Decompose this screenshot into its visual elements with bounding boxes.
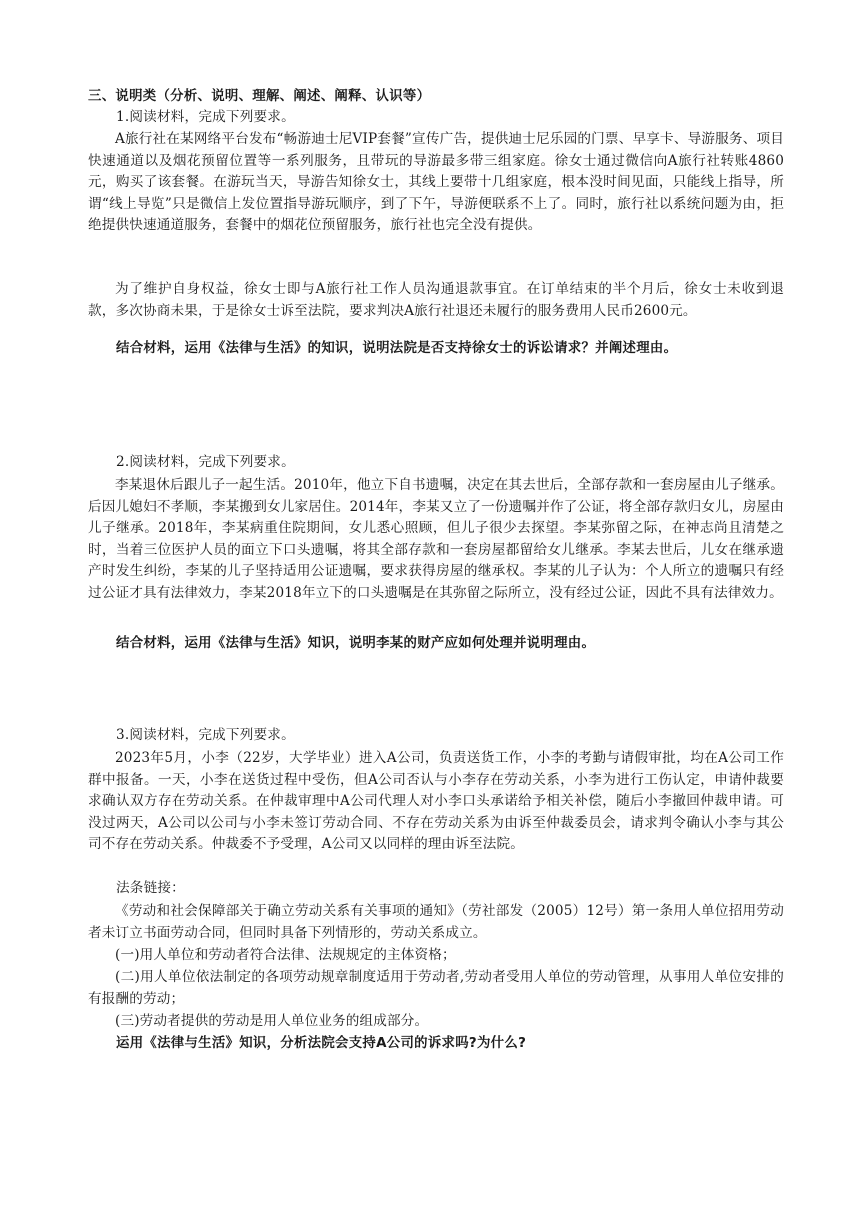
q2-paragraph-1: 李某退休后跟儿子一起生活。2010年，他立下自书遗嘱，决定在其去世后，全部存款和一套房屋由儿子继承。后因儿媳妇不孝顺，李某搬到女儿家居住。2014年，李某又立了一份遗嘱并作了公证，将全部存款归女儿，房屋由儿子继承。2018年，李某病重住院期间，女儿悉心照顾，但儿子很少去探望。李某弥留之际，在神志尚且清楚之时，当着三位医护人员的面立下口头遗嘱，将其全部存款和一套房屋都留给女儿继承。李某去世后，儿女在继承遗产时发生纠纷，李某的儿子坚持适用公证遗嘱，要求获得房屋的继承权。李某的儿子认为：个人所立的遗嘱只有经过公证才具有法律效力，李某2018年立下的口头遗嘱是在其弥留之际所立，没有经过公证，因此不具有法律效力。	[88, 477, 784, 601]
q3-law-text: 《劳动和社会保障部关于确立劳动关系有关事项的通知》（劳社部发（2005）12号）第一条用人单位招用劳动者未订立书面劳动合同，但同时具备下列情形的，劳动关系成立。	[88, 903, 784, 941]
q3-paragraph-1: 2023年5月，小李（22岁，大学毕业）进入A公司，负责送货工作，小李的考勤与请假审批，均在A公司工作群中报备。一天，小李在送货过程中受伤，但A公司否认与小李存在劳动关系，小李为进行工伤认定，申请仲裁要求确认双方存在劳动关系。在仲裁审理中A公司代理人对小李口头承诺给予相关补偿，随后小李撤回仲裁申请。可没过两天，A公司以公司与小李未签订劳动合同、不存在劳动关系为由诉至仲裁委员会，请求判令确认小李与其公司不存在劳动关系。仲裁委不予受理，A公司又以同样的理由诉至法院。	[88, 750, 784, 852]
q1-question: 结合材料，运用《法律与生活》的知识，说明法院是否支持徐女士的诉讼请求？并阐述理由。	[116, 341, 678, 356]
q2-question: 结合材料，运用《法律与生活》知识，说明李某的财产应如何处理并说明理由。	[116, 636, 596, 651]
q2-heading: 2.阅读材料，完成下列要求。	[116, 454, 295, 470]
q3-law-item-1: (一)用人单位和劳动者符合法律、法规规定的主体资格；	[115, 947, 456, 963]
q1-heading: 1.阅读材料，完成下列要求。	[116, 109, 295, 125]
q1-paragraph-2: 为了维护自身权益，徐女士即与A旅行社工作人员沟通退款事宜。在订单结束的半个月后，徐女士未收到退款，多次协商未果，于是徐女士诉至法院，要求判决A旅行社退还未履行的服务费用人民币2600元。	[88, 281, 784, 319]
q3-law-item-2: (二)用人单位依法制定的各项劳动规章制度适用于劳动者,劳动者受用人单位的劳动管理，从事用人单位安排的有报酬的劳动；	[88, 969, 784, 1007]
q3-heading: 3.阅读材料，完成下列要求。	[116, 727, 295, 743]
q3-law-item-3: (三)劳动者提供的劳动是用人单位业务的组成部分。	[115, 1013, 429, 1029]
q3-question: 运用《法律与生活》知识，分析法院会支持A公司的诉求吗?为什么?	[116, 1036, 527, 1051]
section-title: 三、说明类（分析、说明、理解、阐述、阐释、认识等）	[88, 89, 431, 104]
q1-paragraph-1: A旅行社在某网络平台发布“畅游迪士尼VIP套餐”宣传广告，提供迪士尼乐园的门票、早享卡、导游服务、项目快速通道以及烟花预留位置等一系列服务，且带玩的导游最多带三组家庭。徐女士通过微信向A旅行社转账4860元，购买了该套餐。在游玩当天，导游告知徐女士，其线上要带十几组家庭，根本没时间见面，只能线上指导，所谓“线上导览”只是微信上发位置指导游玩顺序，到了下午，导游便联系不上了。同时，旅行社以系统问题为由，拒绝提供快速通道服务，套餐中的烟花位预留服务，旅行社也完全没有提供。	[88, 131, 784, 233]
q3-law-label: 法条链接：	[116, 880, 185, 896]
